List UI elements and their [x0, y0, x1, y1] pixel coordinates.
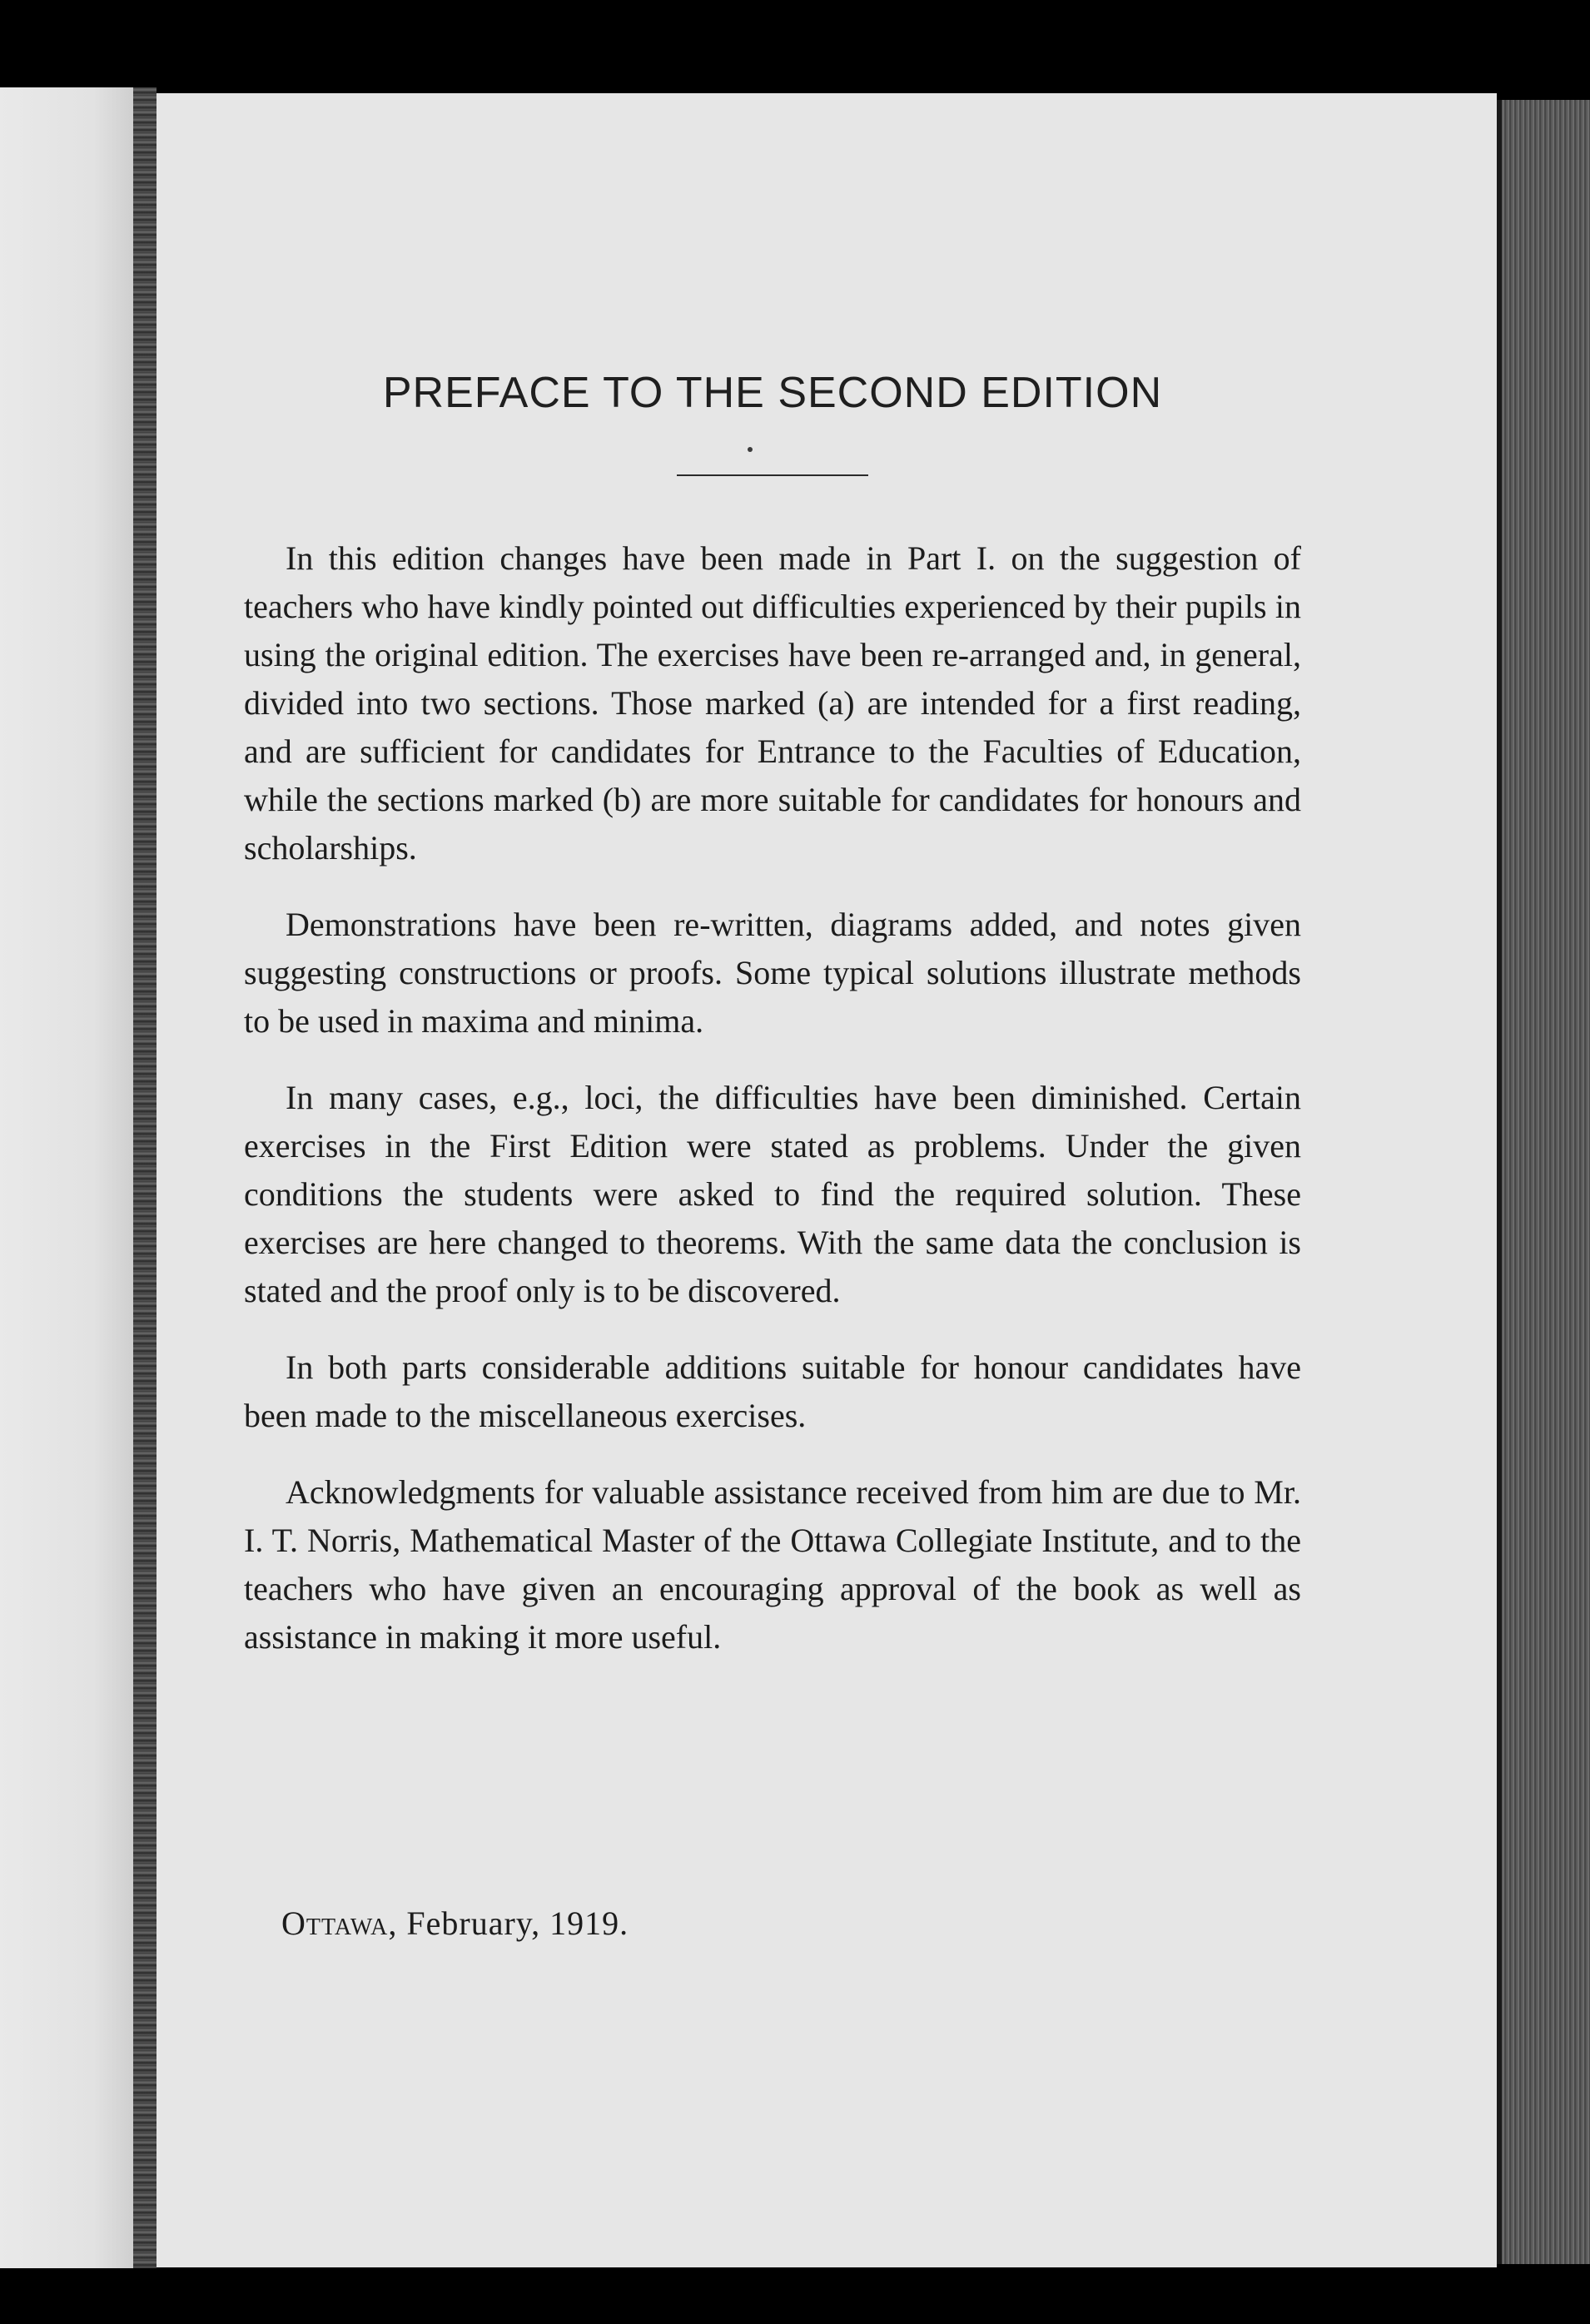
book-gutter: [133, 87, 157, 2268]
preface-body: [244, 534, 1301, 1690]
signature-line: [281, 1904, 629, 1943]
paragraph: In this edition changes have been made in Part I. on the suggestion of teachers who have kindly pointed out difficulties experienced by their pupils in using the original edition. The exercises have been re-arranged and, in general, divided into two sections. Those marked (a) are intended for a first reading, and are sufficient for candidates for Entrance to the Faculties of Education, while the sections marked (b) are more suitable for candidates for honours and scholarships.: [244, 539, 1301, 867]
paragraph: Acknowledgments for valuable assistance received from him are due to Mr. I. T. Norris, Mathematical Master of the Ottawa Collegiate Institute, and to the teachers who have given an encouraging approval of the book as well as assistance in making it more useful.: [244, 1473, 1301, 1656]
page-stack-shadow: [1497, 100, 1502, 2264]
paragraph: Demonstrations have been re-written, diagrams added, and notes given suggesting constructions or proofs. Some typical solutions illustrate methods to be used in maxima and minima.: [244, 906, 1301, 1040]
page-title: PREFACE TO THE SECOND EDITION: [382, 369, 1163, 417]
page-stack-edge: [1497, 100, 1590, 2264]
book-page: [157, 93, 1497, 2267]
paragraph: In both parts considerable additions suitable for honour candidates have been made to the miscellaneous exercises.: [244, 1348, 1301, 1434]
signature-place: Ottawa,: [281, 1904, 398, 1942]
ornament-dot: [748, 447, 753, 452]
title-rule: [677, 474, 868, 476]
paragraph: In many cases, e.g., loci, the difficulties have been diminished. Certain exercises in the First Edition were stated as problems. Under the given conditions the students were asked to find the required solution. These exercises are here changed to theorems. With the same data the conclusion is stated and the proof only is to be discovered.: [244, 1079, 1301, 1309]
facing-page-margin: [0, 87, 133, 2268]
signature-date: February, 1919.: [406, 1904, 629, 1942]
